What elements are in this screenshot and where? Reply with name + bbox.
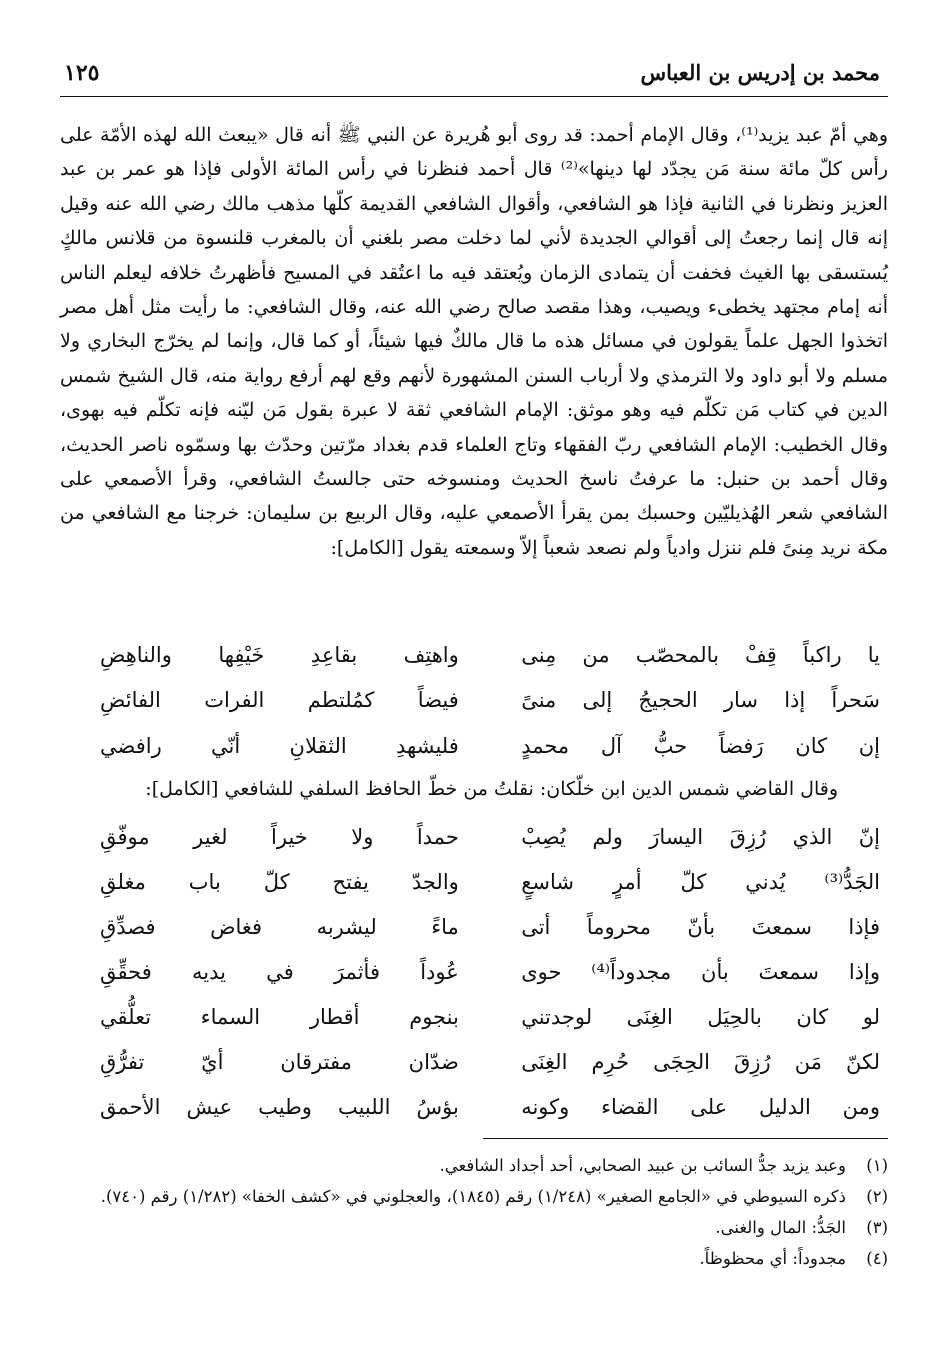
verse-first-hemistich: سَحراً إذا سار الحجيجُ إلى منىً	[521, 688, 880, 713]
footnote	[60, 1245, 888, 1272]
book-page	[60, 0, 888, 1366]
verse-line	[100, 814, 880, 859]
verse-second-hemistich: ضدّان مفترقان أيّ تفرُّقِ	[100, 1049, 459, 1074]
verse-first-hemistich: وإذا سمعتَ بأن مجدوداً⁽⁴⁾ حوى	[521, 959, 880, 984]
verse-second-hemistich: فليشهدِ الثقلانِ أنّي رافضي	[100, 733, 459, 758]
page-number: ١٢٥	[64, 60, 100, 86]
verse-line	[100, 1084, 880, 1129]
running-header	[60, 60, 888, 94]
footnote-text: الجَدُّ: المال والغنى.	[715, 1218, 846, 1237]
verse-second-hemistich: عُوداً فأثمرَ في يديه فحقِّقِ	[100, 959, 459, 984]
header-rule	[60, 96, 888, 97]
footnotes	[60, 1152, 888, 1276]
verse-second-hemistich: بنجوم أقطار السماء تعلُّقي	[100, 1004, 459, 1029]
footnote-number: (٣)	[866, 1218, 888, 1237]
verse-line	[100, 994, 880, 1039]
footnote-text: مجدوداً: أي محظوظاً.	[699, 1249, 846, 1268]
main-paragraph: وهي أمّ عبد يزيد⁽¹⁾، وقال الإمام أحمد: قد روى أبو هُريرة عن النبي ﷺ أنه قال «يبعث الله لهذه الأمّة على رأس كلّ مائة سنة مَن يجدّد لها دينها»⁽²⁾ قال أحمد فنظرنا في رأس المائة الأولى فإذا هو عمر بن عبد العزيز ونظرنا في الثانية فإذا هو الشافعي، وأقوال الشافعي القديمة كلّها مذهب مالك رضي الله عنه وقيل إنه قال إنما رجعتُ إلى أقوالي الجديدة لأني لما دخلت مصر بلغني أن بالمغرب قلنسوة من قلانس مالكٍ يُستسقى بها الغيث فخفت أن يتمادى الزمان ويُعتقد فيه ما اعتُقد في المسيح فأظهرتُ خلافه ليعلم الناس أنه إمام مجتهد يخطىء ويصيب، وهذا مقصد صالح رضي الله عنه، وقال الشافعي: ما رأيت مثل أهل مصر اتخذوا الجهل علماً يقولون في مسائل هذه ما قال مالكٌ فيها شيئاً، أو كما قال، وإنما لم يخرّج البخاري ولا مسلم ولا أبو داود ولا الترمذي ولا أرباب السنن المشهورة لأنهم وقع لهم أرفع رواية منه، قال الشيخ شمس الدين في كتاب مَن تكلّم فيه وهو موثق: الإمام الشافعي ثقة لا عبرة بقول مَن ليّنه فإنه تكلّم فيه بهوى، وقال الخطيب: الإمام الشافعي ربّ الفقهاء وتاج العلماء قدم بغداد مرّتين وحدّث بها وسمّوه ناصر الحديث، وقال أحمد بن حنبل: ما عرفتُ ناسخ الحديث ومنسوخه حتى جالستُ الشافعي، وقرأ الأصمعي على الشافعي شعر الهُذيليّين وحسبك بمن يقرأ الأصمعي عليه، وقال الربيع بن سليمان: خرجنا مع الشافعي من مكة نريد مِنىً فلم ننزل وادياً ولم نصعد شعباً إلاّ وسمعته يقول [الكامل]:	[60, 124, 888, 559]
verse-second-hemistich: فيضاً كمُلتطم الفرات الفائضِ	[100, 688, 459, 713]
verse-second-hemistich: بؤسُ اللبيب وطيب عيش الأحمق	[100, 1094, 459, 1119]
verse-first-hemistich: إن كان رَفضاً حبُّ آل محمدٍ	[521, 733, 880, 758]
footnote-text: ذكره السيوطي في «الجامع الصغير» (١/٢٤٨) رقم (١٨٤٥)، والعجلوني في «كشف الخفا» (١/٢٨٢) رقم (٧٤٠).	[100, 1187, 846, 1206]
footnote-number: (٢)	[866, 1187, 888, 1206]
footnote-number: (٤)	[866, 1249, 888, 1268]
footnote	[60, 1152, 888, 1179]
verse-line	[100, 904, 880, 949]
verse-second-hemistich: والجدّ يفتح كلّ باب مغلقِ	[100, 869, 459, 894]
verse-first-hemistich: إنّ الذي رُزِقَ اليسارَ ولم يُصِبْ	[521, 824, 880, 849]
verse-first-hemistich: لكنّ مَن رُزِقَ الحِجَى حُرِم الغِنَى	[521, 1049, 880, 1074]
verse-first-hemistich: فإذا سمعتَ بأنّ محروماً أتى	[521, 914, 880, 939]
footnote-text: وعبد يزيد جدُّ السائب بن عبيد الصحابي، أحد أجداد الشافعي.	[439, 1156, 846, 1175]
verse-first-hemistich: لو كان بالحِيَل الغِنَى لوجدتني	[521, 1004, 880, 1029]
poem-2-intro: وقال القاضي شمس الدين ابن خلّكان: نقلتُ من خطّ الحافظ السلفي للشافعي [الكامل]:	[145, 778, 838, 800]
verse-second-hemistich: واهتِف بقاعِدِ خَيْفِها والناهِضِ	[100, 642, 459, 667]
verse-second-hemistich: ماءً ليشربه فغاض فصدِّقِ	[100, 914, 459, 939]
verse-first-hemistich: ومن الدليل على القضاء وكونه	[521, 1094, 880, 1119]
verse-first-hemistich: الجَدُّ⁽³⁾ يُدني كلّ أمرٍ شاسعٍ	[521, 869, 880, 894]
footnote	[60, 1183, 888, 1210]
verse-line	[100, 1039, 880, 1084]
footnote-number: (١)	[866, 1156, 888, 1175]
footnote-separator	[483, 1138, 888, 1139]
verse-line	[100, 632, 880, 678]
poem-1	[100, 632, 880, 769]
poem-2	[100, 814, 880, 1129]
verse-line	[100, 723, 880, 769]
footnote	[60, 1214, 888, 1241]
verse-first-hemistich: يا راكباً قِفْ بالمحصّب من مِنى	[521, 642, 880, 667]
verse-line	[100, 859, 880, 904]
verse-line	[100, 949, 880, 994]
verse-line	[100, 678, 880, 724]
verse-second-hemistich: حمداً ولا خيراً لغير موفّقِ	[100, 824, 459, 849]
running-title: محمد بن إدريس بن العباس	[640, 60, 880, 85]
